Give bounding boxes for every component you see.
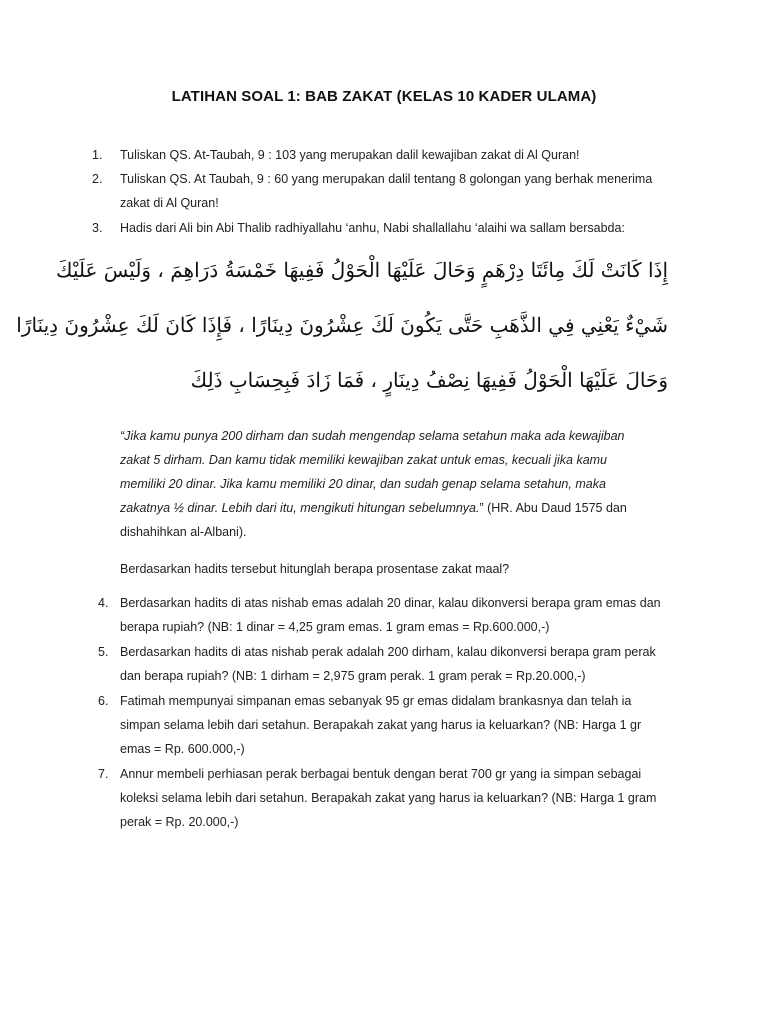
arabic-hadith-line-1: إِذَا كَانَتْ لَكَ مِائَتَا دِرْهَمٍ وَحَالَ عَلَيْهَا الْحَوْلُ فَفِيهَا خَمْسَةُ دَرَاهِمَ ، وَلَيْسَ عَلَيْكَ	[55, 258, 668, 282]
item-line: perak = Rp. 20.000,-)	[120, 815, 239, 829]
item-line: Berdasarkan hadits di atas nishab emas adalah 20 dinar, kalau dikonversi berapa gram emas dan	[120, 596, 661, 610]
item-number: 4.	[98, 596, 109, 610]
item-number: 2.	[92, 172, 103, 186]
list-item-7	[120, 762, 656, 834]
translation-line: zakat 5 dirham. Dan kamu tidak memiliki kewajiban zakat untuk emas, kecuali jika kamu	[120, 453, 608, 467]
item-line: berapa rupiah? (NB: 1 dinar = 4,25 gram emas. 1 gram emas = Rp.600.000,-)	[120, 620, 550, 634]
page-title: LATIHAN SOAL 1: BAB ZAKAT (KELAS 10 KADER ULAMA)	[171, 88, 597, 105]
translation-line: memiliki 20 dinar. Jika kamu memiliki 20 dinar, dan sudah genap selama setahun, maka	[120, 477, 606, 491]
hadith-source: ” (HR. Abu Daud 1575 dan	[479, 501, 627, 515]
item-line: Annur membeli perhiasan perak berbagai bentuk dengan berat 700 gr yang ia simpan sebagai	[120, 767, 642, 781]
item-number: 5.	[98, 645, 109, 659]
item-number: 7.	[98, 767, 109, 781]
item-number: 6.	[98, 694, 109, 708]
arabic-hadith-line-3: وَحَالَ عَلَيْهَا الْحَوْلُ فَفِيهَا نِصْفُ دِينَارٍ ، فَمَا زَادَ فَبِحِسَابِ ذَلِكَ	[190, 368, 668, 392]
list-item-1	[120, 143, 580, 167]
question-3-text: Berdasarkan hadits tersebut hitunglah berapa prosentase zakat maal?	[120, 562, 510, 576]
item-line: emas = Rp. 600.000,-)	[120, 742, 245, 756]
list-item-2	[120, 167, 652, 215]
translation-line: “Jika kamu punya 200 dirham dan sudah mengendap selama setahun maka ada kewajiban	[120, 429, 625, 443]
list-item-3	[120, 216, 625, 240]
item-line: koleksi selama lebih dari setahun. Berapakah zakat yang harus ia keluarkan? (NB: Harga 1 gram	[120, 791, 657, 805]
list-item-4	[120, 591, 661, 639]
translation-line	[120, 496, 660, 520]
list-item-5	[120, 640, 656, 688]
item-line: Fatimah mempunyai simpanan emas sebanyak 95 gr emas didalam brankasnya dan telah ia	[120, 694, 632, 708]
item-number: 3.	[92, 221, 103, 235]
item-line: dan berapa rupiah? (NB: 1 dirham = 2,975 gram perak. 1 gram perak = Rp.20.000,-)	[120, 669, 586, 683]
item-line: simpan selama lebih dari setahun. Berapakah zakat yang harus ia keluarkan? (NB: Harga 1 gr	[120, 718, 642, 732]
item-number: 1.	[92, 148, 103, 162]
item-line: zakat di Al Quran!	[120, 196, 219, 210]
list-item-6	[120, 689, 641, 761]
item-line: Hadis dari Ali bin Abi Thalib radhiyallahu ‘anhu, Nabi shallallahu ‘alaihi wa sallam bersabda:	[120, 221, 625, 235]
arabic-hadith-line-2: شَيْءٌ يَعْنِي فِي الذَّهَبِ حَتَّى يَكُونَ لَكَ عِشْرُونَ دِينَارًا ، فَإِذَا كَانَ لَكَ عِشْرُونَ دِينَارًا	[16, 313, 668, 337]
hadith-translation	[120, 424, 660, 544]
item-line: Tuliskan QS. At-Taubah, 9 : 103 yang merupakan dalil kewajiban zakat di Al Quran!	[120, 148, 580, 162]
item-line: Berdasarkan hadits di atas nishab perak adalah 200 dirham, kalau dikonversi berapa gram perak	[120, 645, 656, 659]
item-line: Tuliskan QS. At Taubah, 9 : 60 yang merupakan dalil tentang 8 golongan yang berhak menerima	[120, 172, 653, 186]
hadith-source-continued: dishahihkan al-Albani).	[120, 525, 247, 539]
translation-text: zakatnya ½ dinar. Lebih dari itu, mengikuti hitungan sebelumnya.	[120, 501, 480, 515]
